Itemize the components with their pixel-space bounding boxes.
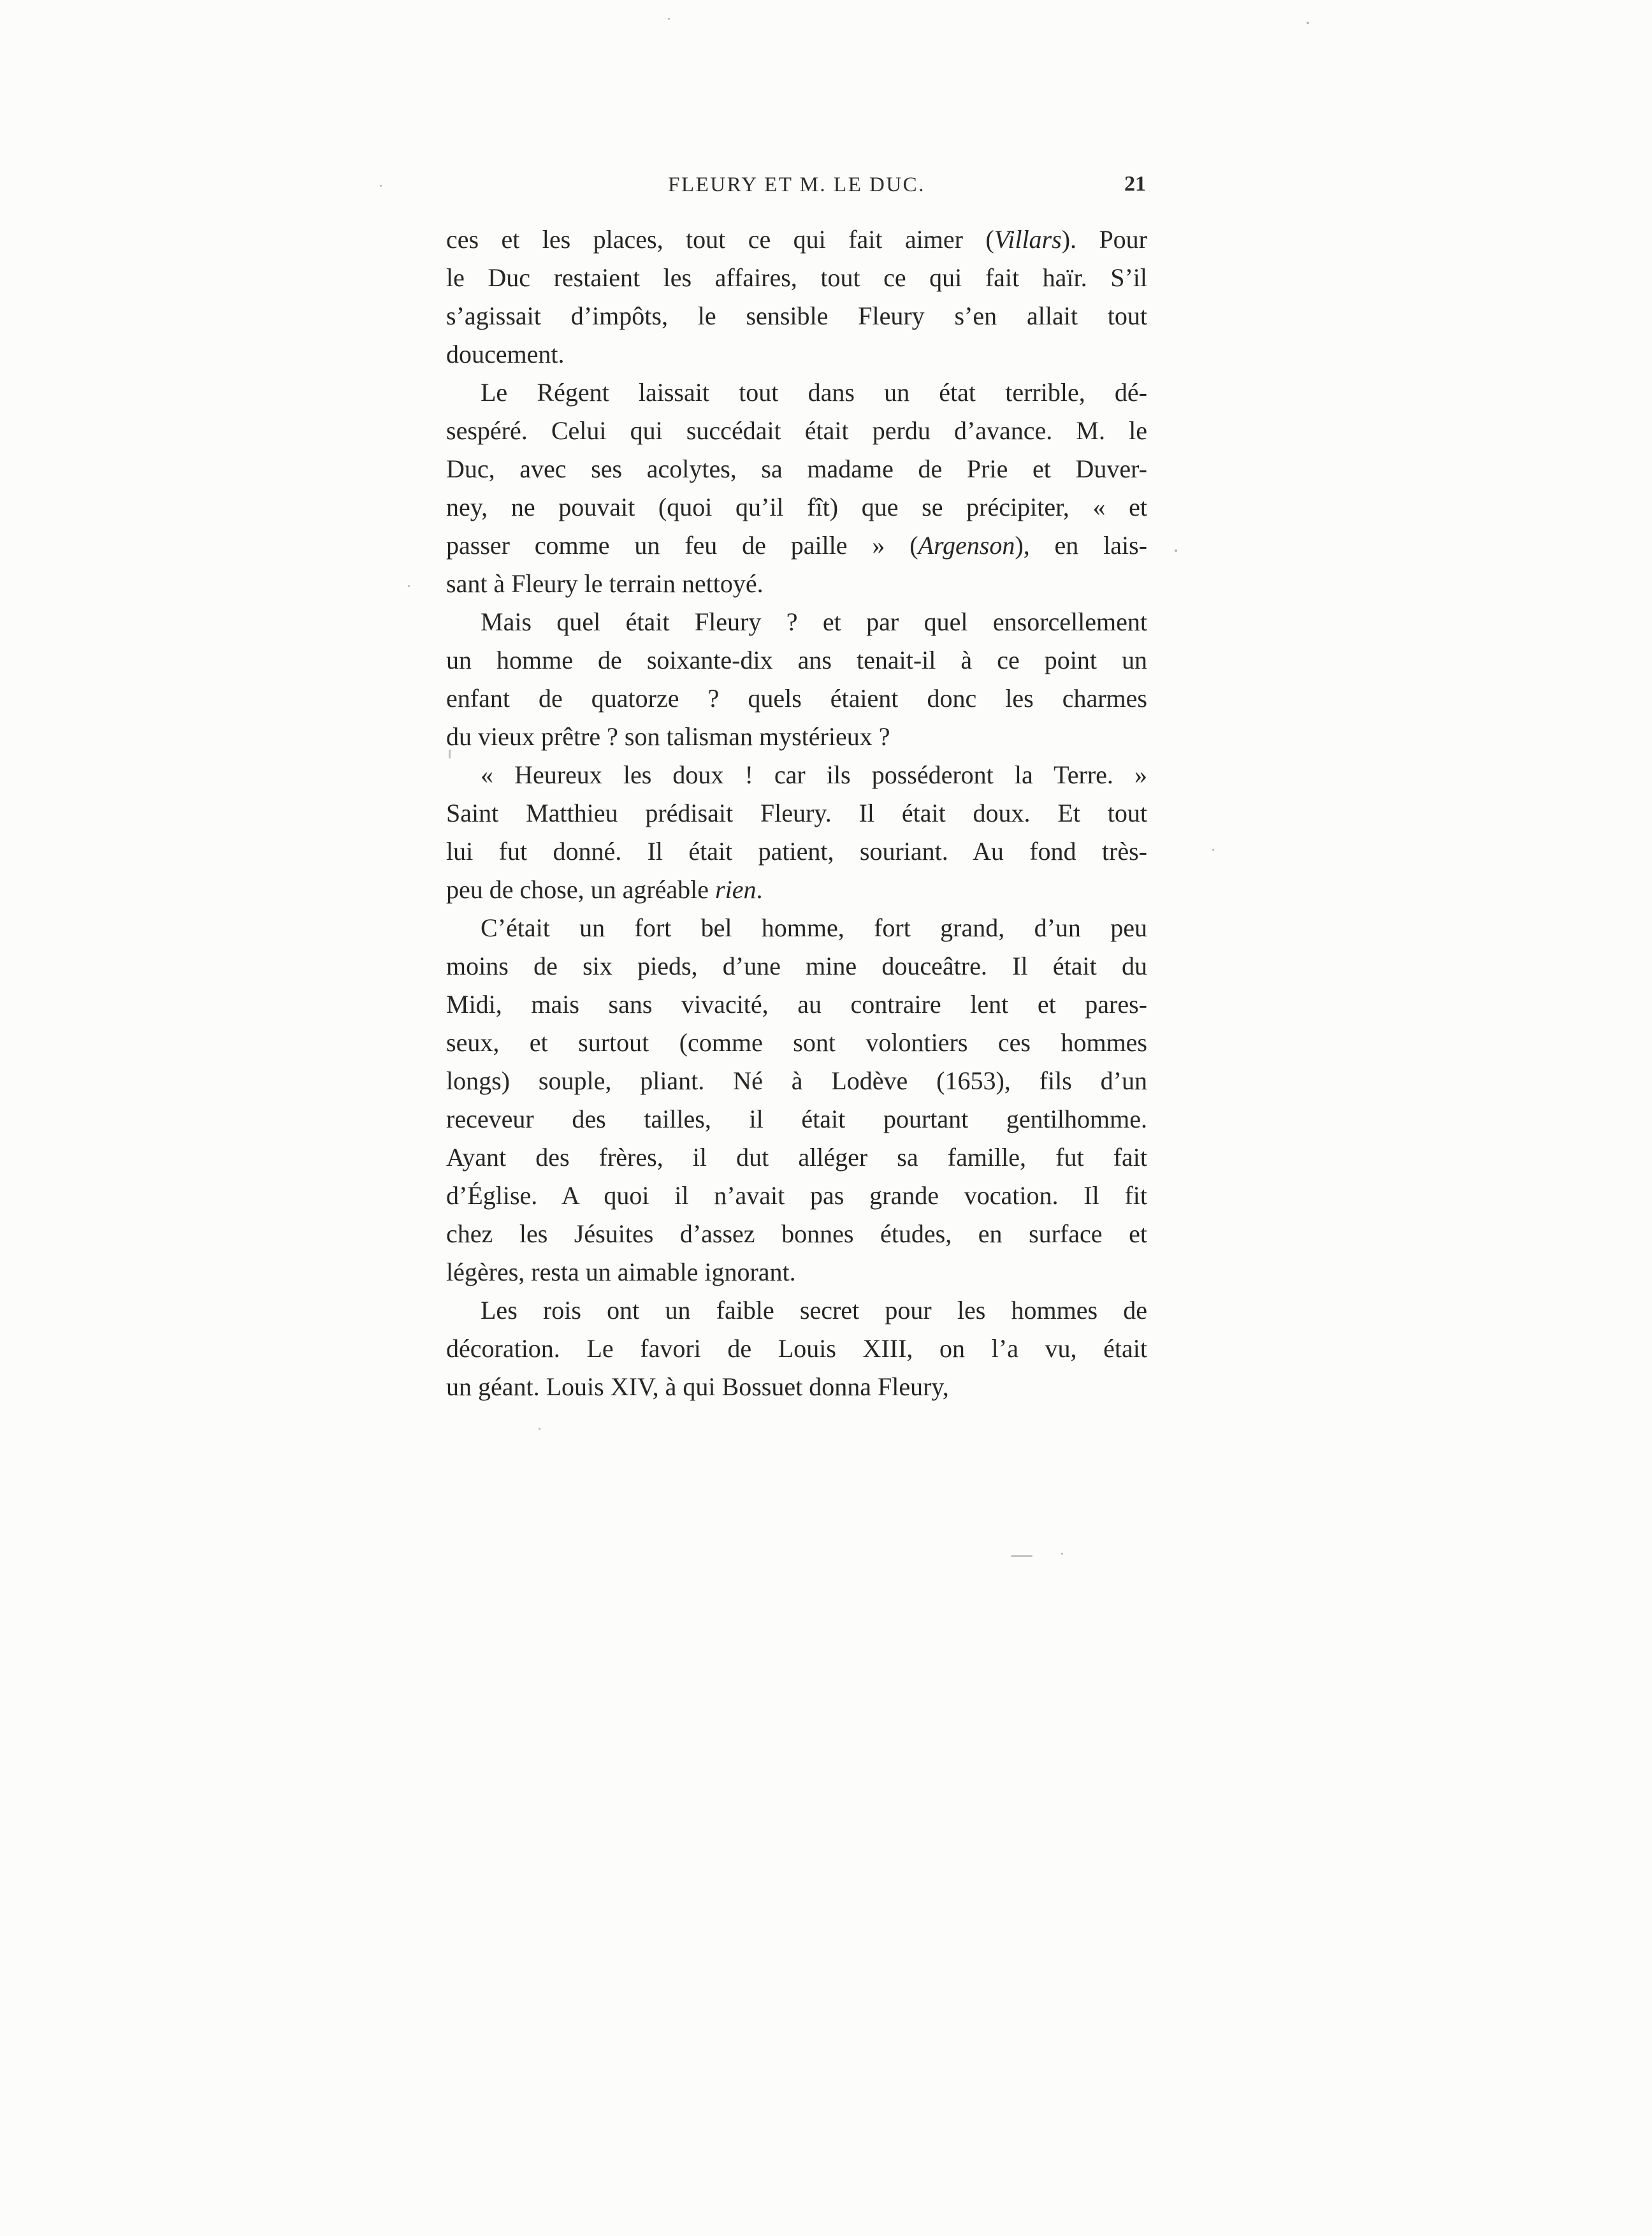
text-line: peu de chose, un agréable rien. xyxy=(446,875,763,904)
text-line: s’agissait d’impôts, le sensible Fleury s’en allait tout xyxy=(446,301,1147,330)
scan-speck xyxy=(408,585,410,587)
text-line: enfant de quatorze ? quels étaient donc les charmes xyxy=(446,684,1147,713)
paragraph xyxy=(446,374,1147,603)
text-line: un homme de soixante-dix ans tenait-il à ce point un xyxy=(446,646,1147,674)
text-line: sant à Fleury le terrain nettoyé. xyxy=(446,569,764,598)
scan-speck xyxy=(380,185,382,187)
scan-speck xyxy=(1011,1555,1032,1557)
scan-speck xyxy=(539,1428,540,1430)
text-line: un géant. Louis XIV, à qui Bossuet donna Fleury, xyxy=(446,1372,949,1401)
text-line: Le Régent laissait tout dans un état terrible, dé- xyxy=(481,378,1147,407)
running-title: FLEURY ET M. LE DUC. xyxy=(668,173,925,196)
text-block xyxy=(446,221,1147,1406)
text-line: ces et les places, tout ce qui fait aimer (Villars). Pour xyxy=(446,225,1148,254)
scan-speck xyxy=(668,18,670,20)
text-line: ney, ne pouvait (quoi qu’il fît) que se précipiter, « et xyxy=(446,493,1147,521)
scan-speck xyxy=(1175,549,1177,552)
scan-speck xyxy=(1212,849,1214,851)
text-line: légères, resta un aimable ignorant. xyxy=(446,1258,796,1286)
text-line: receveur des tailles, il était pourtant gentilhomme. xyxy=(446,1105,1147,1133)
text-line: moins de six pieds, d’une mine douceâtre. Il était du xyxy=(446,952,1147,980)
text-line: « Heureux les doux ! car ils posséderont la Terre. » xyxy=(481,760,1147,789)
text-line: sespéré. Celui qui succédait était perdu d’avance. M. le xyxy=(446,416,1147,445)
text-line: Saint Matthieu prédisait Fleury. Il était doux. Et tout xyxy=(446,799,1147,827)
text-line: Ayant des frères, il dut alléger sa famille, fut fait xyxy=(446,1143,1147,1172)
paragraph xyxy=(446,756,1147,909)
text-line: doucement. xyxy=(446,340,565,368)
page-header xyxy=(446,173,1147,205)
text-line: Duc, avec ses acolytes, sa madame de Prie et Duver- xyxy=(446,454,1147,483)
text-line: longs) souple, pliant. Né à Lodève (1653), fils d’un xyxy=(446,1066,1147,1095)
text-line: Mais quel était Fleury ? et par quel ensorcellement xyxy=(481,607,1147,636)
text-line: seux, et surtout (comme sont volontiers ces hommes xyxy=(446,1028,1147,1057)
paragraph xyxy=(446,221,1147,374)
text-line: passer comme un feu de paille » (Argenson), en lais- xyxy=(446,531,1147,560)
text-line: le Duc restaient les affaires, tout ce qui fait haïr. S’il xyxy=(446,263,1147,292)
scan-speck xyxy=(449,750,451,759)
text-line: d’Église. A quoi il n’avait pas grande vocation. Il fit xyxy=(446,1181,1147,1210)
paragraph xyxy=(446,603,1147,756)
paragraph xyxy=(446,1291,1147,1406)
text-line: lui fut donné. Il était patient, souriant. Au fond très- xyxy=(446,837,1147,866)
text-line: du vieux prêtre ? son talisman mystérieux ? xyxy=(446,722,890,751)
text-line: Midi, mais sans vivacité, au contraire lent et pares- xyxy=(446,990,1147,1019)
text-line: décoration. Le favori de Louis XIII, on l’a vu, était xyxy=(446,1334,1147,1363)
paragraph xyxy=(446,909,1147,1291)
text-line: C’était un fort bel homme, fort grand, d’un peu xyxy=(481,913,1147,942)
page-number: 21 xyxy=(1124,172,1146,196)
text-line: chez les Jésuites d’assez bonnes études, en surface et xyxy=(446,1219,1147,1248)
text-line: Les rois ont un faible secret pour les hommes de xyxy=(481,1296,1147,1325)
scan-speck xyxy=(1307,22,1309,24)
scan-speck xyxy=(1061,1553,1063,1555)
